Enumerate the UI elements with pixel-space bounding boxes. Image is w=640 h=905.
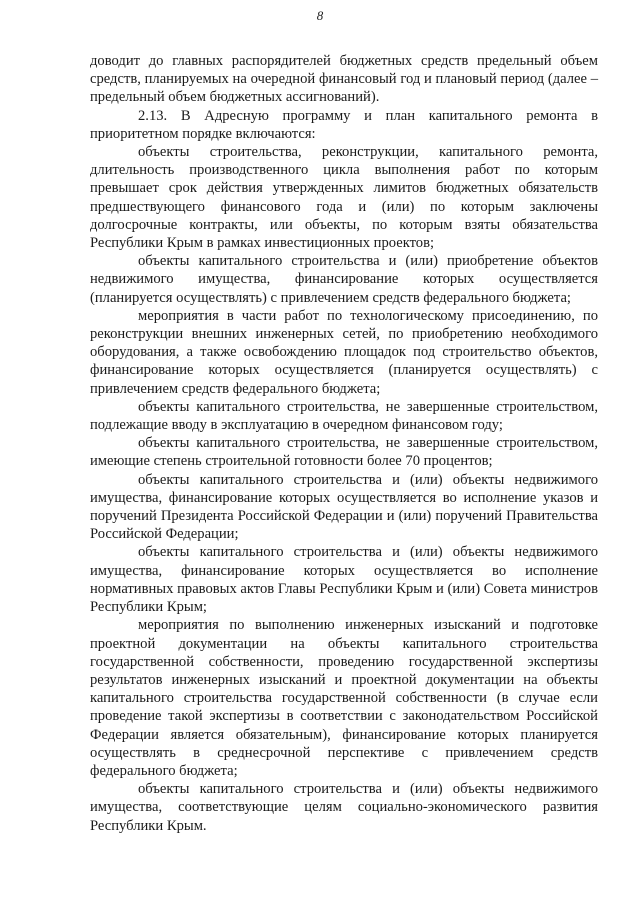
paragraph: объекты капитального строительства и (или) приобретение объектов недвижимого имущества, финансирование которых осуществляется (планируется осуществлять) с привлечением средств федерального бюджета; [90,253,598,306]
paragraph: мероприятия по выполнению инженерных изысканий и подготовке проектной документации на объекты капитального строительства государственной собственности, проведению государственной экспертизы результатов инженерных изысканий и проектной документации на объекты капитального строительства государственной собственности (в случае если проведение такой экспертизы в соответствии с законодательством Российской Федерации является обязательным), финансирование которых планируется осуществлять в среднесрочной перспективе с привлечением средств федерального бюджета; [90,617,598,779]
paragraph: объекты капитального строительства, не завершенные строительством, имеющие степень строительной готовности более 70 процентов; [90,435,598,470]
paragraph: объекты капитального строительства и (или) объекты недвижимого имущества, соответствующие целям социально-экономического развития Республики Крым. [90,781,598,834]
paragraph: мероприятия в части работ по технологическому присоединению, по реконструкции внешних инженерных сетей, по приобретению необходимого оборудования, а также освобождению площадок под строительство объектов, финансирование которых осуществляется (планируется осуществлять) с привлечением средств федерального бюджета; [90,307,598,397]
paragraph: 2.13. В Адресную программу и план капитального ремонта в приоритетном порядке включаются: [90,107,598,142]
paragraph: объекты капитального строительства и (или) объекты недвижимого имущества, финансирование которых осуществляется во исполнение указов и поручений Президента Российской Федерации и (или) поручений Правительства Российской Федерации; [90,471,598,543]
page-number: 8 [316,8,324,23]
document-body [90,52,598,835]
paragraph: объекты строительства, реконструкции, капитального ремонта, длительность производственного цикла выполнения работ по которым превышает срок действия утвержденных лимитов бюджетных обязательств предшествующего финансового года и (или) по которым заключены долгосрочные контракты, или объекты, по которым взяты обязательства Республики Крым в рамках инвестиционных проектов; [90,144,598,252]
paragraph: объекты капитального строительства, не завершенные строительством, подлежащие вводу в эксплуатацию в очередном финансовом году; [90,398,598,434]
paragraph: объекты капитального строительства и (или) объекты недвижимого имущества, финансирование которых осуществляется во исполнение нормативных правовых актов Главы Республики Крым и (или) Совета министров Республики Крым; [90,544,598,616]
paragraph: доводит до главных распорядителей бюджетных средств предельный объем средств, планируемых на очередной финансовый год и плановый период (далее – предельный объем бюджетных ассигнований). [90,53,598,106]
